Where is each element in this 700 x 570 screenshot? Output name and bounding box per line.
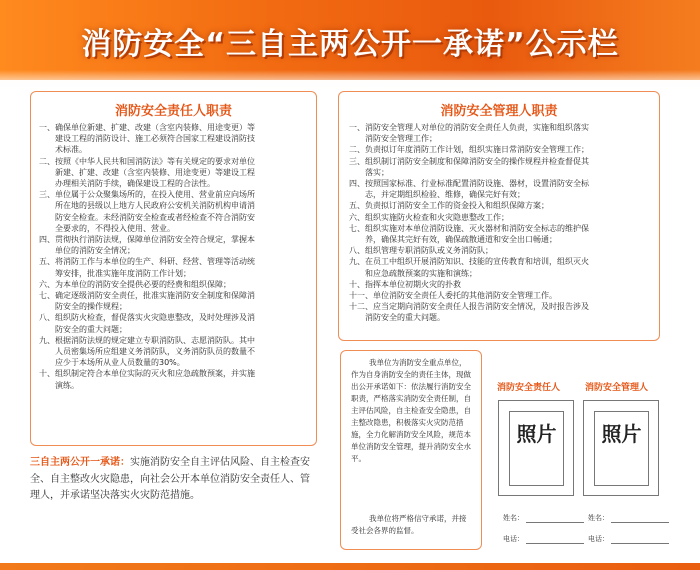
pledge-closing: 我单位将严格信守承诺，并接受社会各界的监督。 — [351, 514, 467, 535]
duty-line: 和应急疏散预案的实施和演练； — [349, 268, 477, 278]
duty-line: 建设工程的消防设计、施工必须符合国家工程建设消防技 — [39, 134, 255, 144]
duty-line: 消防安全的重大问题。 — [349, 313, 445, 323]
photo-placeholder-label: 照片 — [601, 422, 642, 446]
duty-line: 防安全的重大问题； — [39, 324, 127, 334]
bottom-decorative-band — [0, 563, 700, 570]
commitment-text: 实施消防安全自主评估风险、自主检查安全、自主整改火灾隐患，向社会公开本单位消防安全责任人、管理人，并承诺坚决落实火灾防范措施。 — [30, 457, 310, 501]
manager-name-field: 姓名： — [588, 513, 669, 523]
duty-line: 十、指挥本单位初期火灾的扑救 — [349, 279, 461, 289]
duty-line: 术标准。 — [39, 145, 87, 155]
duty-line: 新建、扩建、改建（含室内装修、用途变更）等建设工程 — [39, 167, 255, 177]
duty-line: 十二、应当定期向消防安全责任人报告消防安全情况，及时报告涉及 — [349, 302, 589, 312]
duty-line: 志，并定期组织检验、维修，确保完好有效； — [349, 190, 525, 200]
duty-line: 演练。 — [39, 380, 79, 390]
duty-line: 八、组织防火检查，督促落实火灾隐患整改，及时处理涉及消 — [39, 313, 255, 323]
duty-line: 单位的消防安全情况； — [39, 246, 135, 256]
photo-placeholder-label: 照片 — [516, 422, 557, 446]
manager-duties-list — [349, 122, 651, 324]
duty-line: 防安全的操作规程； — [39, 302, 127, 312]
duty-line: 应少于本场所从业人员数量的30%。 — [39, 358, 185, 368]
duty-line: 防安全检查。未经消防安全检查或者经检查不符合消防安 — [39, 212, 255, 222]
manager-phone-field: 电话： — [588, 534, 669, 544]
duty-line: 全要求的，不得投入使用、营业。 — [39, 223, 175, 233]
duty-line: 三、单位属于公众聚集场所的，在投入使用、营业前应向场所 — [39, 190, 255, 200]
duty-line: 六、为本单位的消防安全提供必要的经费和组织保障； — [39, 279, 231, 289]
duty-line: 人员密集场所应组建义务消防队，义务消防队员的数量不 — [39, 347, 255, 357]
manager-duties-title: 消防安全管理人职责 — [440, 104, 558, 119]
manager-photo — [583, 400, 659, 496]
responsible-person-photo-title: 消防安全责任人 — [497, 383, 561, 393]
duty-line: 九、在员工中组织开展消防知识、技能的宣传教育和培训，组织灭火 — [349, 257, 589, 267]
commitment-statement — [30, 455, 317, 560]
duty-line: 十、组织制定符合本单位实际的灭火和应急疏散预案，并实施 — [39, 369, 255, 379]
duty-line: 一、确保单位新建、扩建、改建（含室内装修、用途变更）等 — [39, 123, 255, 132]
duty-line: 五、将消防工作与本单位的生产、科研、经营、管理等活动统 — [39, 257, 255, 267]
duty-line: 六、组织实施防火检查和火灾隐患整改工作； — [349, 212, 509, 222]
duty-line: 所在地的县级以上地方人民政府公安机关消防机构申请消 — [39, 201, 255, 211]
commitment-label: 三自主两公开一承诺： — [30, 457, 130, 468]
manager-photo-title: 消防安全管理人 — [585, 383, 649, 393]
duty-line: 十一、单位消防安全责任人委托的其他消防安全管理工作。 — [349, 291, 557, 301]
duty-line: 落实； — [349, 167, 389, 177]
duty-line: 九、根据消防法规的规定建立专职消防队、志愿消防队。其中 — [39, 335, 255, 345]
pledge-text: 我单位为消防安全重点单位，作为自身消防安全的责任主体，现做出公开承诺如下：依法履行消防安全职责，严格落实消防安全责任制，自主评估风险，自主检查安全隐患，自主整改隐患，积极落实火灾防范措施，全力化解消防安全风险，规范本单位消防安全管理，提升消防安全水平。 — [351, 358, 471, 463]
page-title: 消防安全“三自主两公开一承诺”公示栏 — [81, 27, 619, 62]
duty-line: 二、按照《中华人民共和国消防法》等有关规定的要求对单位 — [39, 156, 255, 166]
duty-line: 三、组织制订消防安全制度和保障消防安全的操作规程并检查督促其 — [349, 156, 589, 166]
manager-duties-panel — [338, 91, 660, 341]
responsible-duties-title: 消防安全责任人职责 — [114, 104, 232, 119]
duty-line: 八、组织管理专职消防队或义务消防队； — [349, 246, 493, 256]
duty-line: 养，确保其完好有效，确保疏散通道和安全出口畅通； — [349, 235, 557, 245]
duty-line: 五、负责拟订消防安全工作的资金投入和组织保障方案； — [349, 201, 549, 211]
duty-line: 七、确定逐级消防安全责任，批准实施消防安全制度和保障消 — [39, 291, 255, 301]
responsible-phone-field: 电话： — [503, 534, 584, 544]
duty-line: 一、消防安全管理人对单位的消防安全责任人负责，实施和组织落实 — [349, 123, 589, 132]
duty-line: 四、按照国家标准、行业标准配置消防设施、器材，设置消防安全标 — [349, 179, 589, 189]
duty-line: 筹安排，批准实施年度消防工作计划； — [39, 268, 191, 278]
public-pledge-panel — [340, 350, 482, 550]
duty-line: 二、负责拟订年度消防工作计划，组织实施日常消防安全管理工作； — [349, 145, 589, 155]
responsible-person-photo — [498, 400, 574, 496]
duty-line: 四、贯彻执行消防法规，保障单位消防安全符合规定，掌握本 — [39, 235, 255, 245]
duty-line: 消防安全管理工作； — [349, 134, 437, 144]
responsible-person-duties-panel — [30, 91, 317, 446]
header-banner — [0, 0, 700, 80]
responsible-duties-list — [39, 122, 308, 391]
duty-line: 办理相关消防手续，确保建设工程的合法性。 — [39, 179, 215, 189]
duty-line: 七、组织实施对本单位消防设施、灭火器材和消防安全标志的维护保 — [349, 223, 589, 233]
responsible-name-field: 姓名： — [503, 513, 584, 523]
